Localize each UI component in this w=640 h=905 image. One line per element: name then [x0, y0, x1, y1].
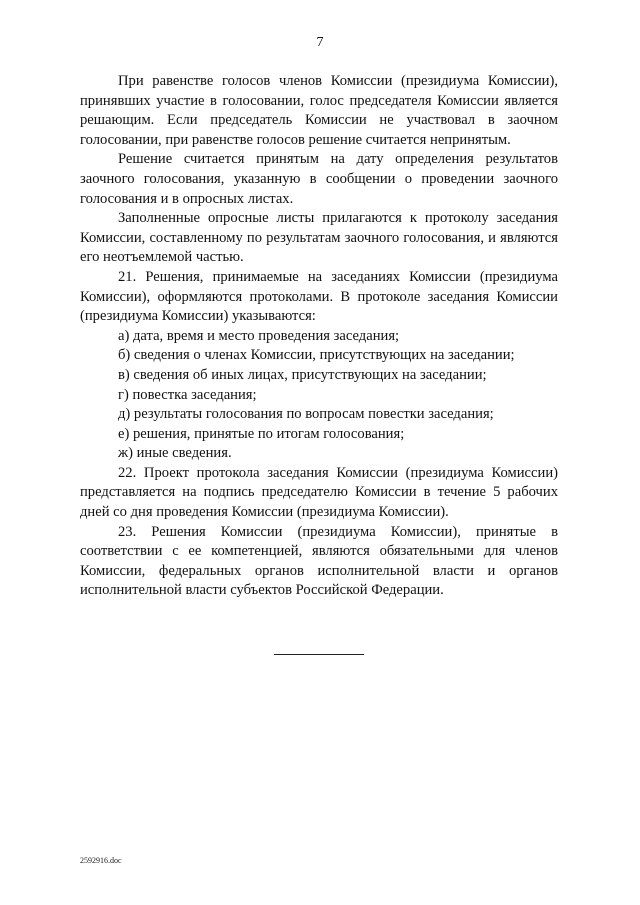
list-item-zh: ж) иные сведения.	[118, 445, 232, 462]
end-separator-line	[274, 654, 364, 655]
list-item-b: б) сведения о членах Комиссии, присутствующих на заседании;	[118, 347, 515, 364]
document-body	[80, 72, 558, 601]
paragraph-questionnaires: Заполненные опросные листы прилагаются к протоколу заседания Комиссии, составленному по результатам заочного голосования, и являются его неотъемлемой частью.	[80, 210, 558, 266]
page-number: 7	[316, 35, 324, 50]
footer-filename: 2592916.doc	[80, 856, 122, 865]
paragraph-clause-23: 23. Решения Комиссии (президиума Комиссии), принятые в соответствии с ее компетенцией, являются обязательными для членов Комиссии, федеральных органов исполнительной власти и органов исполнительной власти субъектов Российской Федерации.	[80, 523, 558, 599]
list-item-a: а) дата, время и место проведения заседания;	[118, 327, 400, 344]
paragraph-clause-21: 21. Решения, принимаемые на заседаниях Комиссии (президиума Комиссии), оформляются протоколами. В протоколе заседания Комиссии (президиума Комиссии) указываются:	[80, 268, 558, 325]
list-item-e: е) решения, принятые по итогам голосования;	[118, 425, 405, 442]
paragraph-clause-22: 22. Проект протокола заседания Комиссии (президиума Комиссии) представляется на подпись председателю Комиссии в течение 5 рабочих дней со дня проведения Комиссии (президиума Комиссии).	[80, 464, 558, 521]
paragraph-decision-date: Решение считается принятым на дату определения результатов заочного голосования, указанную в сообщении о проведении заочного голосования и в опросных листах.	[80, 151, 558, 207]
list-item-v: в) сведения об иных лицах, присутствующих на заседании;	[118, 366, 487, 383]
paragraph-tie-vote: При равенстве голосов членов Комиссии (президиума Комиссии), принявших участие в голосовании, голос председателя Комиссии является решающим. Если председатель Комиссии не участвовал в заочном голосовании, при равенстве голосов решение считается непринятым.	[80, 73, 558, 148]
list-item-d: д) результаты голосования по вопросам повестки заседания;	[118, 406, 494, 423]
list-item-g: г) повестка заседания;	[118, 386, 257, 403]
